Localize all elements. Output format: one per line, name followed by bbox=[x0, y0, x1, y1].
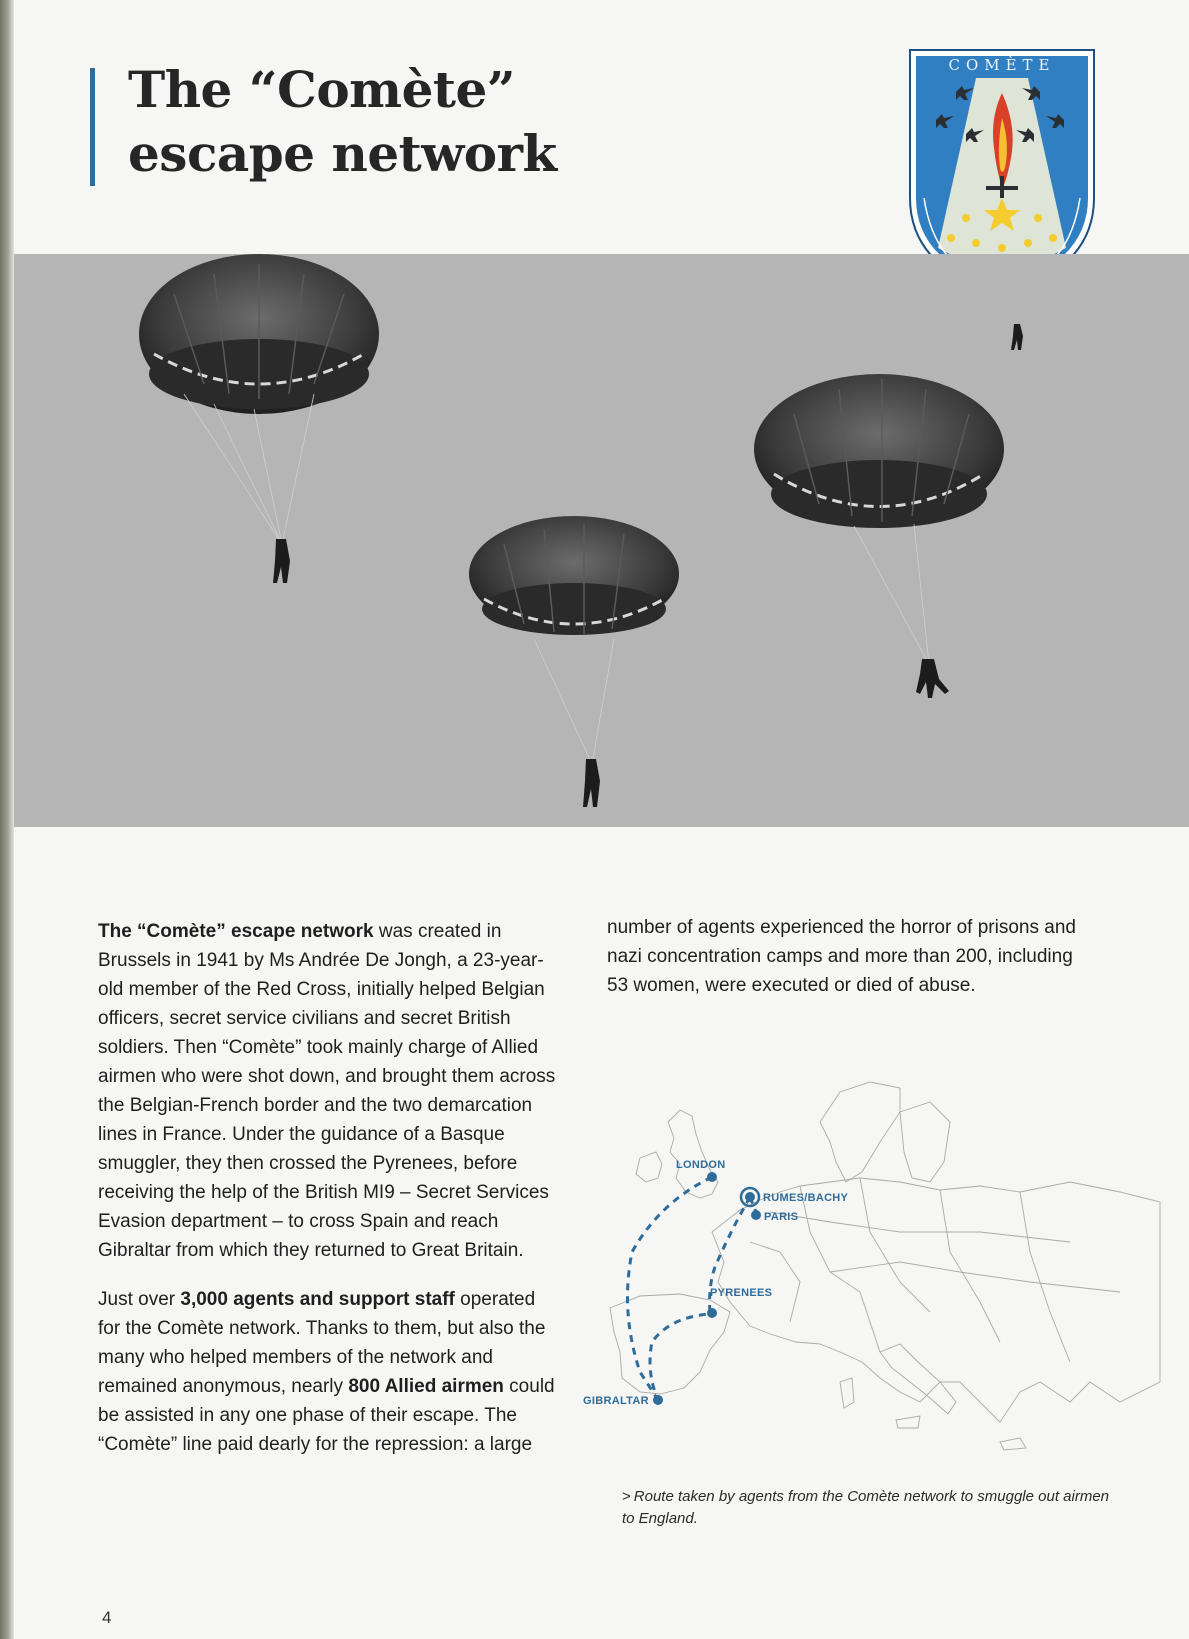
label-pyrenees: PYRENEES bbox=[710, 1287, 773, 1299]
label-rumes-bachy: RUMES/BACHY bbox=[763, 1192, 849, 1204]
paris-marker bbox=[751, 1210, 761, 1220]
label-paris: PARIS bbox=[764, 1211, 799, 1223]
paragraph-1-text: was created in Brussels in 1941 by Ms Andrée De Jongh, a 23-year-old member of the Red Cross, initially helped Belgian officers, secret service civilians and secret British soldiers. Then “Comète” took mainly charge of Allied airmen who were shot down, and brought them across the Belgian-French border and the two demarcation lines in France. Under the guidance of a Basque smuggler, they then crossed the Pyrenees, before receiving the help of the British MI9 – Secret Services Evasion department – to cross Spain and reach Gibraltar from which they returned to Great Britain. bbox=[98, 921, 556, 1261]
page-binding-edge bbox=[0, 0, 14, 1639]
article-right-column bbox=[607, 913, 1077, 1020]
escape-route-map bbox=[583, 1082, 1160, 1477]
map-caption-text: Route taken by agents from the Comète network to smuggle out airmen to England. bbox=[622, 1488, 1110, 1527]
label-london: LONDON bbox=[676, 1159, 726, 1171]
paragraph-1 bbox=[98, 917, 558, 1265]
page-title-line-1: The “Comète” bbox=[128, 60, 516, 119]
label-gibraltar: GIBRALTAR bbox=[583, 1395, 649, 1407]
title-accent-bar bbox=[90, 68, 95, 186]
paragraph-2-text-b: operated for the Comète network. Thanks to them, but also the many who helped members of the network and remained anonymous, nearly bbox=[98, 1289, 546, 1397]
paragraph-2-text-c: could be assisted in any one phase of their escape. The “Comète” line paid dearly for the repression: a large bbox=[98, 1376, 555, 1455]
pyrenees-marker bbox=[707, 1308, 717, 1318]
network-name-bold: The “Comète” escape network bbox=[98, 921, 374, 942]
crest-title: COMÈTE bbox=[948, 56, 1056, 74]
page-title bbox=[128, 58, 557, 186]
agents-count-bold: 3,000 agents and support staff bbox=[180, 1289, 455, 1310]
parachutes-photo bbox=[14, 254, 1189, 827]
paragraph-3: number of agents experienced the horror of prisons and nazi concentration camps and more than 200, including 53 women, were executed or died of abuse. bbox=[607, 917, 1076, 996]
map-caption bbox=[622, 1486, 1122, 1530]
paragraph-2-text-a: Just over bbox=[98, 1289, 181, 1310]
page-title-line-2: escape network bbox=[128, 124, 557, 183]
europe-outline bbox=[610, 1082, 1160, 1450]
article-left-column bbox=[98, 917, 558, 1479]
page-number: 4 bbox=[102, 1608, 112, 1627]
gibraltar-marker bbox=[653, 1395, 663, 1405]
london-marker bbox=[707, 1172, 717, 1182]
airmen-count-bold: 800 Allied airmen bbox=[348, 1376, 504, 1397]
rumes-bachy-dot bbox=[745, 1192, 755, 1202]
caption-arrow-icon: > bbox=[622, 1488, 631, 1505]
paragraph-2 bbox=[98, 1285, 558, 1459]
